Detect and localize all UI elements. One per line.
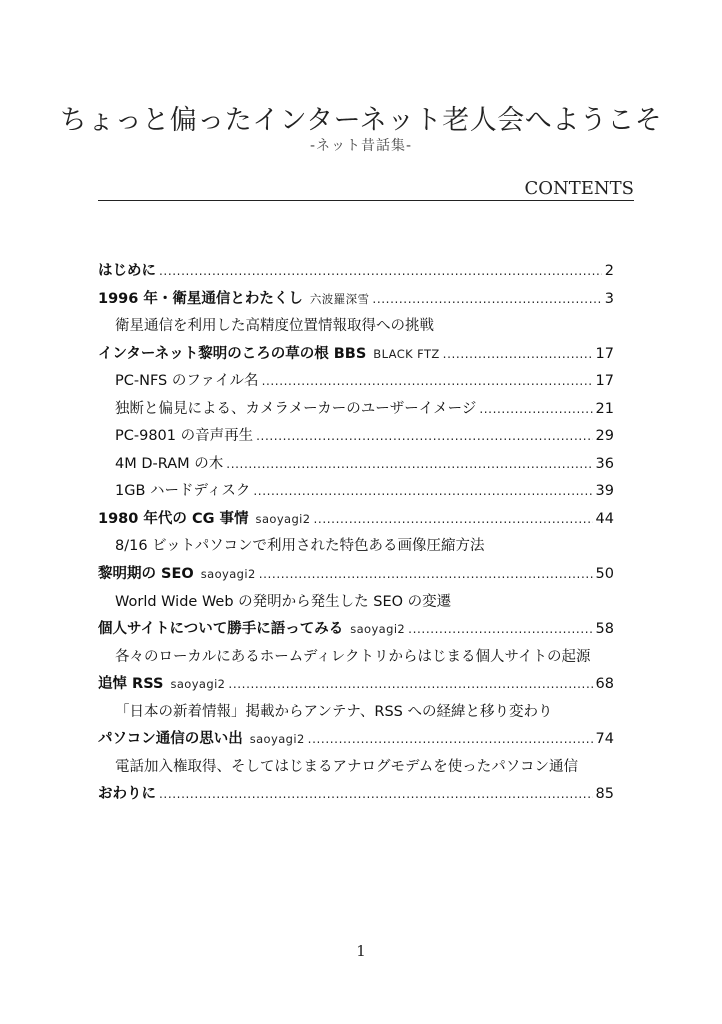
toc-subentry (98, 396, 614, 424)
toc-subentry (98, 423, 614, 451)
toc-entry-title: PC-9801 の音声再生 (115, 428, 254, 445)
dot-leader (372, 286, 601, 314)
toc-entry-title: 各々のローカルにあるホームディレクトリからはじまる個人サイトの起源 (115, 648, 591, 665)
toc-entry-title: パソコン通信の思い出 (98, 731, 243, 748)
toc-page-number: 2 (604, 263, 614, 279)
toc-page-number: 3 (604, 290, 614, 307)
contents-heading: CONTENTS (524, 178, 634, 199)
toc-subentry (98, 368, 614, 396)
toc-entry-title: 「日本の新着情報」掲載からアンテナ、RSS への経緯と移り変わり (115, 703, 553, 720)
toc-page-number: 74 (595, 731, 614, 748)
toc-page-number: 44 (595, 510, 614, 527)
toc-entry-title: 独断と偏見による、カメラメーカーのユーザーイメージ (115, 400, 477, 417)
toc-entry-author: saoyagi2 (200, 567, 256, 582)
toc-page-number: 50 (595, 566, 614, 583)
toc-entry-title: 8/16 ビットパソコンで利用された特色ある画像圧縮方法 (115, 538, 485, 555)
toc-entry-title: 衛星通信を利用した高精度位置情報取得への挑戦 (115, 318, 434, 335)
toc-page-number: 58 (595, 621, 614, 638)
toc-entry-title: インターネット黎明のころの草の根 BBS (98, 345, 367, 362)
toc-entry-author: 六波羅深雪 (309, 291, 370, 306)
toc-entry-title: 個人サイトについて勝手に語ってみる (98, 621, 344, 638)
dot-leader (226, 451, 592, 479)
toc-description (98, 644, 614, 672)
toc-entry-title: 追悼 RSS (98, 676, 164, 693)
toc-entry-author: saoyagi2 (255, 511, 311, 526)
toc-entry (98, 506, 614, 534)
toc-entry-title: 電話加入権取得、そしてはじまるアナログモデムを使ったパソコン通信 (115, 758, 578, 775)
toc-page-number: 17 (595, 345, 614, 362)
dot-leader (308, 726, 593, 754)
toc-description (98, 699, 614, 727)
book-title: ちょっと偏ったインターネット老人会へようこそ (59, 105, 663, 136)
toc-entry (98, 341, 614, 369)
dot-leader (314, 506, 593, 534)
toc-entry-title: 1980 年代の CG 事情 (98, 510, 249, 527)
toc-entry-title: はじめに (98, 263, 156, 279)
toc-entry-title: 1GB ハードディスク (115, 483, 251, 500)
book-subtitle: -ネット昔話集- (309, 138, 413, 154)
toc-page-number: 17 (595, 373, 614, 390)
toc-entry-title: World Wide Web の発明から発生した SEO の変遷 (115, 593, 452, 610)
toc-entry (98, 671, 614, 699)
toc-entry (98, 286, 614, 314)
toc-entry (98, 616, 614, 644)
toc-page-number: 85 (595, 786, 614, 803)
dot-leader (479, 396, 592, 424)
toc-subentry (98, 478, 614, 506)
toc-entry (98, 561, 614, 589)
toc-description (98, 754, 614, 782)
toc-entry-title: 1996 年・衛星通信とわたくし (98, 290, 303, 307)
toc-description (98, 589, 614, 617)
toc-page-number: 29 (595, 428, 614, 445)
toc-entry-title: おわりに (98, 786, 156, 803)
dot-leader (443, 341, 593, 369)
toc-entry (98, 258, 614, 286)
dot-leader (159, 258, 602, 286)
toc-entry (98, 781, 614, 809)
toc-entry-title: 4M D-RAM の木 (115, 455, 224, 472)
toc-subentry (98, 451, 614, 479)
toc-entry (98, 726, 614, 754)
dot-leader (253, 478, 592, 506)
toc-description (98, 533, 614, 561)
toc-entry-author: saoyagi2 (249, 732, 305, 747)
dot-leader (159, 781, 593, 809)
dot-leader (259, 561, 593, 589)
toc-page-number: 39 (595, 483, 614, 500)
dot-leader (408, 616, 592, 644)
dot-leader (228, 671, 592, 699)
toc-entry-title: 黎明期の SEO (98, 566, 194, 583)
toc-page-number: 68 (595, 676, 614, 693)
dot-leader (256, 423, 592, 451)
toc-page-number: 21 (595, 400, 614, 417)
dot-leader (262, 368, 593, 396)
toc-entry-title: PC-NFS のファイル名 (115, 373, 259, 390)
table-of-contents (98, 258, 614, 809)
page-number: 1 (356, 942, 366, 960)
toc-page-number: 36 (595, 455, 614, 472)
toc-entry-author: saoyagi2 (350, 622, 406, 637)
header-divider (98, 200, 634, 201)
toc-description (98, 313, 614, 341)
toc-entry-author: saoyagi2 (170, 677, 226, 692)
toc-entry-author: BLACK FTZ (373, 346, 440, 361)
